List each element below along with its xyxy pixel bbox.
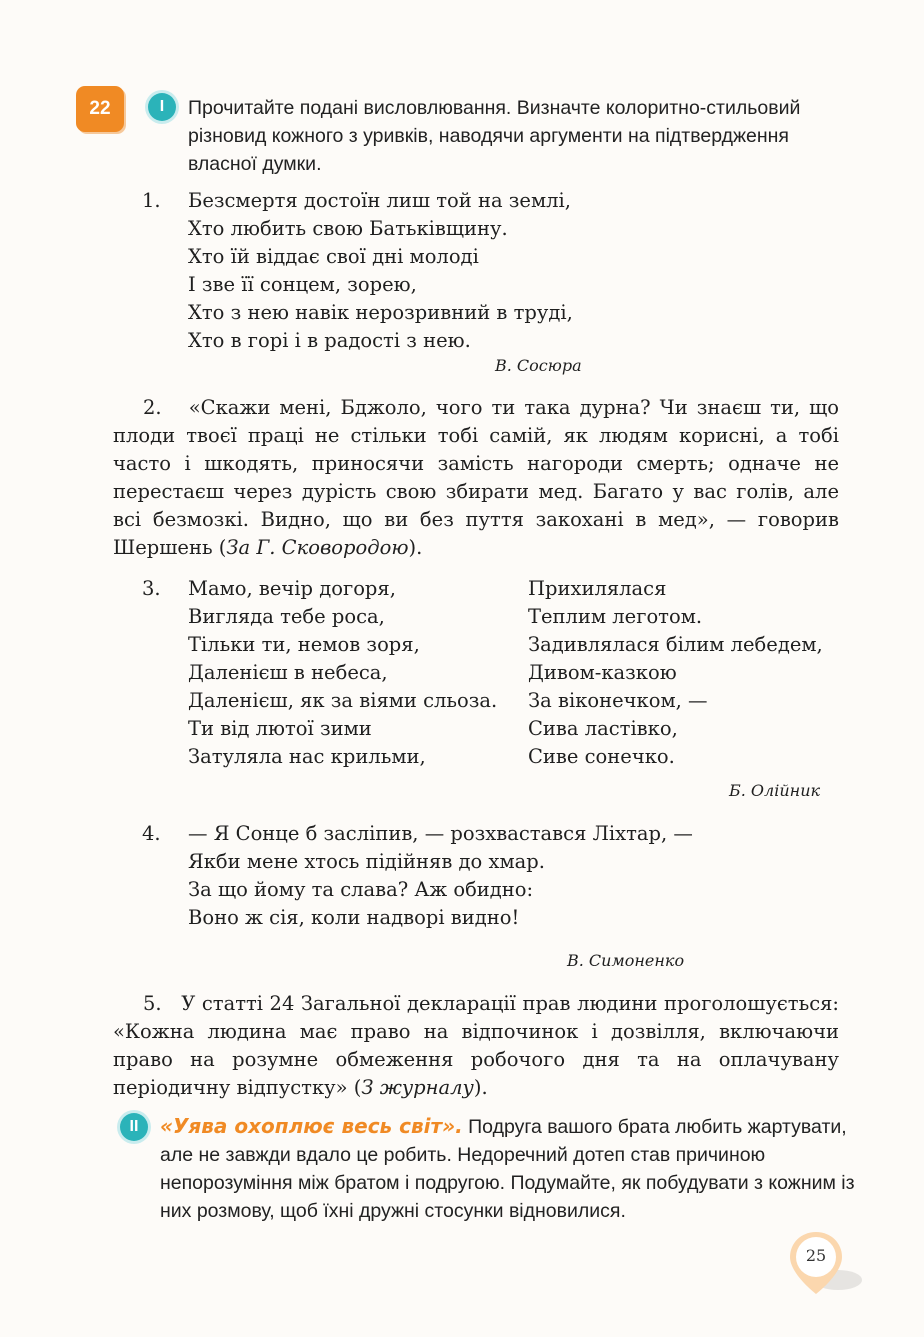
verse-line: Ти від лютої зими (188, 717, 372, 740)
verse-line: Тільки ти, немов зоря, (188, 633, 420, 656)
verse-line: Даленієш в небеса, (188, 661, 388, 684)
task-instruction (160, 1113, 868, 1225)
source-reference: За Г. Сковородою (226, 536, 409, 559)
page-number: 25 (805, 1246, 827, 1265)
item-number: 2. (143, 396, 162, 419)
part-one-marker: I (148, 93, 176, 121)
task-title: «Уява охоплює весь світ». (160, 1114, 463, 1138)
verse-line: Даленієш, як за віями сльоза. (188, 689, 498, 712)
prose-excerpt (113, 990, 839, 1102)
prose-excerpt (113, 394, 839, 562)
source-reference: З журналу (361, 1076, 474, 1099)
verse-line: Прихилялася (528, 577, 667, 600)
item-number: 4. (142, 822, 161, 845)
verse-line: Вигляда тебе роса, (188, 605, 385, 628)
verse-line: Безсмертя достоїн лиш той на землі, (188, 189, 571, 212)
exercise-number-badge: 22 (76, 86, 124, 132)
verse-line: Сиве сонечко. (528, 745, 675, 768)
item-number: 3. (142, 577, 161, 600)
prose-end: ). (473, 1076, 488, 1099)
item-number: 5. (143, 992, 162, 1015)
prose-end: ). (408, 536, 423, 559)
verse-line: Мамо, вечір догоря, (188, 577, 396, 600)
verse-line: Теплим леготом. (528, 605, 703, 628)
verse-line: — Я Сонце б засліпив, — розхвастався Ліхтар, — (188, 822, 693, 845)
verse-line: За віконечком, — (528, 689, 708, 712)
verse-line: Хто в горі і в радості з нею. (188, 329, 471, 352)
item-number: 1. (142, 189, 161, 212)
verse-line: Хто любить свою Батьківщину. (188, 217, 508, 240)
page-number-marker (786, 1228, 866, 1308)
task-instruction: Прочитайте подані висловлювання. Визначте колоритно-стильовий різновид кожного з уривків, наводячи аргументи на підтвердження власної думки. (188, 97, 801, 175)
author-attribution: В. Сосюра (495, 356, 582, 375)
author-attribution: В. Симоненко (567, 951, 685, 970)
verse-line: Хто з нею навік нерозривний в труді, (188, 301, 573, 324)
verse-line: Сива ластівко, (528, 717, 678, 740)
verse-line: Хто їй віддає свої дні молоді (188, 245, 479, 268)
verse-line: Якби мене хтось підійняв до хмар. (188, 850, 545, 873)
author-attribution: Б. Олійник (729, 781, 821, 800)
prose-text: У статті 24 Загальної декларації прав людини проголошується: «Кожна людина має право на відпочинок і дозвілля, включаючи право на розумне обмеження робочого дня та на оплачувану періодичну відпустку» ( (113, 992, 839, 1099)
verse-line: Затуляла нас крильми, (188, 745, 426, 768)
verse-line: Задивлялася білим лебедем, (528, 633, 823, 656)
verse-line: І зве її сонцем, зорею, (188, 273, 417, 296)
prose-text: «Скажи мені, Бджоло, чого ти така дурна? Чи знаєш ти, що плоди твоєї праці не стільки тобі самій, як людям корисні, а тобі часто і шкодять, приносячи замість нагороди смерть; одначе не перестаєш через дурість свою збирати мед. Багато у вас голів, але всі безмозкі. Видно, що ви без пуття закохані в мед», — говорив Шершень ( (113, 396, 839, 559)
map-pin-icon (786, 1228, 866, 1308)
verse-line: За що йому та слава? Аж обидно: (188, 878, 534, 901)
verse-line: Воно ж сія, коли надворі видно! (188, 906, 520, 929)
verse-line: Дивом-казкою (528, 661, 677, 684)
part-two-marker: II (120, 1113, 148, 1141)
task-body: Подруга вашого брата любить жартувати, але не завжди вдало це робить. Недоречний дотеп став причиною непорозуміння між братом і подругою. Подумайте, як побудувати з кожним із них розмову, щоб їхні дружні стосунки відновилися. (160, 1116, 855, 1222)
